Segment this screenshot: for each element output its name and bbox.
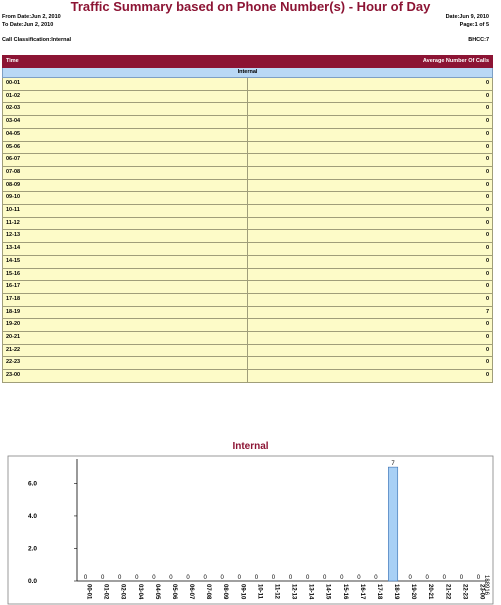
avg-calls-cell: 0	[248, 141, 493, 154]
bar-value-label: 0	[442, 575, 446, 581]
time-cell: 12-13	[3, 230, 248, 243]
table-row	[3, 166, 493, 179]
time-cell: 04-05	[3, 128, 248, 141]
table-header-row	[3, 56, 493, 68]
y-tick-label: 4.0	[28, 512, 38, 520]
time-cell: 14-15	[3, 255, 248, 268]
avg-calls-cell: 0	[248, 128, 493, 141]
avg-calls-cell: 0	[248, 332, 493, 345]
avg-calls-cell: 0	[248, 268, 493, 281]
avg-calls-cell: 0	[248, 217, 493, 230]
bar-value-label: 7	[391, 461, 395, 468]
bar-value-label: 0	[237, 575, 241, 581]
avg-calls-cell: 0	[248, 357, 493, 370]
x-tick-label: 03-04	[136, 584, 143, 600]
avg-calls-cell: 0	[248, 243, 493, 256]
x-tick-label: 13-14	[307, 584, 314, 600]
x-tick-label: 05-06	[170, 584, 177, 600]
x-tick-label: 17-18	[375, 584, 382, 600]
avg-calls-cell: 0	[248, 344, 493, 357]
avg-calls-cell: 0	[248, 293, 493, 306]
bar-value-label: 0	[459, 575, 464, 581]
time-cell: 15-16	[3, 268, 248, 281]
table-row	[3, 116, 493, 129]
avg-calls-cell: 0	[248, 179, 493, 192]
bar	[388, 467, 397, 581]
x-tick-label: 11-12	[273, 584, 280, 600]
table-row	[3, 205, 493, 218]
time-cell: 11-12	[3, 217, 248, 230]
time-cell: 09-10	[3, 192, 248, 205]
time-cell: 17-18	[3, 293, 248, 306]
avg-calls-cell: 0	[248, 192, 493, 205]
bar-value-label: 0	[425, 575, 429, 581]
bar-value-label: 0	[83, 575, 88, 581]
time-cell: 19-20	[3, 319, 248, 332]
avg-calls-cell: 0	[248, 154, 493, 167]
bar-value-label: 0	[305, 575, 310, 581]
time-cell: 23-00	[3, 370, 248, 383]
x-tick-label: 00-01	[85, 584, 92, 600]
table-row	[3, 141, 493, 154]
call-classification: Call Classification:Internal	[2, 37, 72, 43]
x-tick-label: 16-17	[358, 584, 365, 600]
x-tick-label: 07-08	[205, 584, 212, 600]
table-row	[3, 154, 493, 167]
chart-title: Internal	[232, 441, 269, 452]
table-row	[3, 243, 493, 256]
time-cell: 22-23	[3, 357, 248, 370]
time-cell: 16-17	[3, 281, 248, 294]
x-tick-label: 18-19	[393, 584, 400, 600]
bar-value-label: 0	[152, 575, 156, 581]
table-row	[3, 344, 493, 357]
x-tick-label: 14-15	[324, 584, 331, 600]
avg-calls-cell: 0	[248, 78, 493, 91]
table-row	[3, 103, 493, 116]
time-cell: 07-08	[3, 166, 248, 179]
bar-value-label: 0	[374, 575, 378, 581]
table-row	[3, 357, 493, 370]
time-cell: 13-14	[3, 243, 248, 256]
table-row	[3, 332, 493, 345]
from-date: From Date:Jun 2, 2010	[2, 14, 61, 20]
x-tick-label: 22-23	[461, 584, 468, 600]
bar-value-label: 0	[220, 575, 224, 581]
document-id: 188916	[483, 575, 489, 596]
report-date: Date:Jun 9, 2010	[445, 14, 489, 20]
avg-calls-cell: 0	[248, 103, 493, 116]
table-row	[3, 179, 493, 192]
avg-calls-column-header: Average Number Of Calls	[248, 56, 493, 68]
time-cell: 06-07	[3, 154, 248, 167]
bhcc-code: BHCC:7	[468, 37, 489, 43]
table-row	[3, 192, 493, 205]
bar-value-label: 0	[135, 575, 139, 581]
x-tick-label: 20-21	[427, 584, 434, 600]
table-row	[3, 370, 493, 383]
avg-calls-cell: 0	[248, 90, 493, 103]
x-tick-label: 15-16	[341, 584, 348, 600]
table-row	[3, 281, 493, 294]
table-row	[3, 306, 493, 319]
x-tick-label: 09-10	[239, 584, 246, 600]
y-tick-label: 2.0	[28, 545, 38, 553]
avg-calls-cell: 0	[248, 281, 493, 294]
bar-value-label: 0	[288, 575, 293, 581]
time-cell: 01-02	[3, 90, 248, 103]
bar-value-label: 0	[203, 575, 207, 581]
x-tick-label: 04-05	[153, 584, 160, 600]
page-number: Page:1 of 5	[459, 22, 489, 28]
avg-calls-cell: 0	[248, 166, 493, 179]
bar-value-label: 0	[476, 575, 481, 581]
avg-calls-cell: 0	[248, 205, 493, 218]
x-tick-label: 02-03	[119, 584, 126, 600]
x-tick-label: 01-02	[102, 584, 109, 600]
time-cell: 18-19	[3, 306, 248, 319]
bar-value-label: 0	[169, 575, 173, 581]
avg-calls-cell: 0	[248, 116, 493, 129]
avg-calls-cell: 0	[248, 255, 493, 268]
bar-value-label: 0	[118, 575, 122, 581]
time-cell: 03-04	[3, 116, 248, 129]
report-title: Traffic Summary based on Phone Number(s) - Hour of Day	[70, 0, 431, 14]
table-row	[3, 230, 493, 243]
bar-value-label: 0	[323, 575, 327, 581]
time-cell: 10-11	[3, 205, 248, 218]
avg-calls-cell: 0	[248, 370, 493, 383]
table-row	[3, 255, 493, 268]
bar-value-label: 0	[357, 575, 361, 581]
group-row	[3, 68, 493, 78]
table-row	[3, 268, 493, 281]
x-tick-label: 08-09	[222, 584, 229, 600]
time-cell: 08-09	[3, 179, 248, 192]
x-tick-label: 21-22	[444, 584, 451, 600]
hour-of-day-chart	[0, 455, 501, 605]
bar-value-label: 0	[340, 575, 344, 581]
group-label: Internal	[3, 68, 493, 78]
traffic-table	[2, 55, 493, 383]
y-tick-label: 6.0	[28, 480, 38, 488]
time-cell: 02-03	[3, 103, 248, 116]
table-row	[3, 293, 493, 306]
bar-value-label: 0	[186, 575, 190, 581]
bar-value-label: 0	[100, 575, 105, 581]
x-tick-label: 23-00	[478, 584, 485, 600]
time-cell: 21-22	[3, 344, 248, 357]
table-row	[3, 217, 493, 230]
time-cell: 20-21	[3, 332, 248, 345]
chart-frame	[8, 456, 493, 604]
time-column-header: Time	[3, 56, 248, 68]
time-cell: 05-06	[3, 141, 248, 154]
avg-calls-cell: 0	[248, 230, 493, 243]
table-row	[3, 78, 493, 91]
table-row	[3, 90, 493, 103]
to-date: To Date:Jun 2, 2010	[2, 22, 54, 28]
avg-calls-cell: 7	[248, 306, 493, 319]
bar-value-label: 0	[408, 575, 412, 581]
y-tick-label: 0.0	[28, 578, 38, 585]
bar-value-label: 0	[271, 575, 276, 581]
x-tick-label: 12-13	[290, 584, 297, 600]
x-tick-label: 19-20	[410, 584, 417, 600]
time-cell: 00-01	[3, 78, 248, 91]
avg-calls-cell: 0	[248, 319, 493, 332]
x-tick-label: 06-07	[188, 584, 195, 600]
table-row	[3, 319, 493, 332]
bar-value-label: 0	[254, 575, 259, 581]
table-row	[3, 128, 493, 141]
x-tick-label: 10-11	[256, 584, 263, 600]
